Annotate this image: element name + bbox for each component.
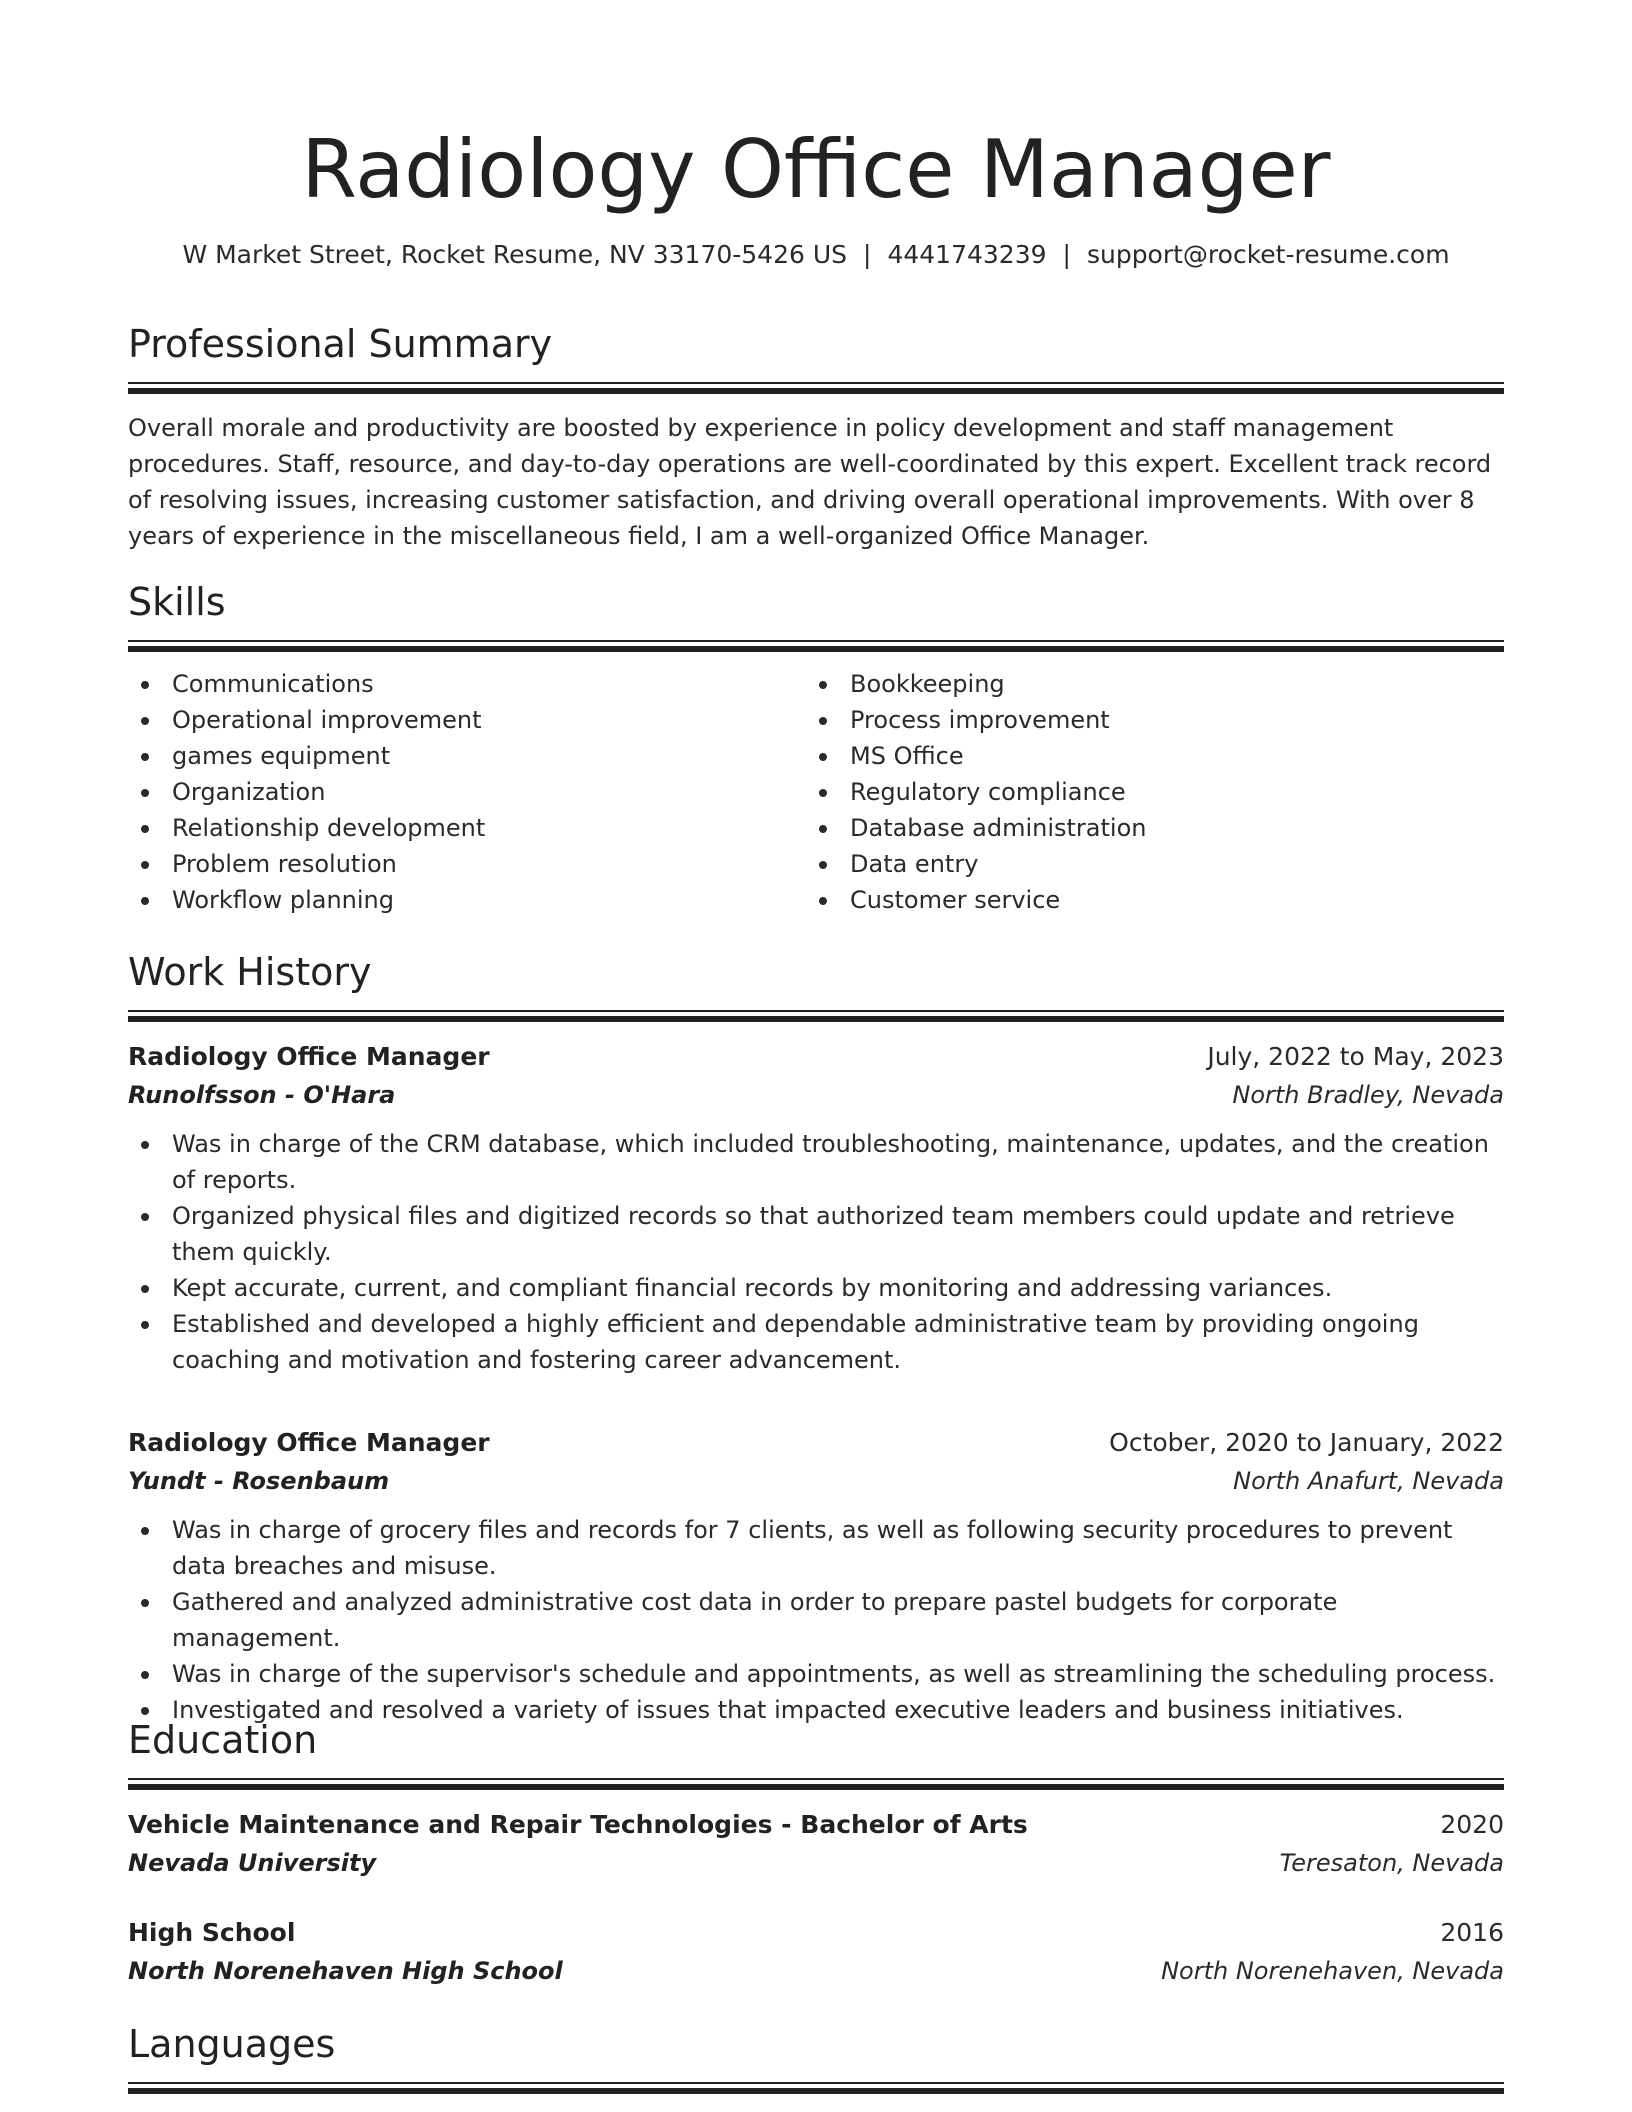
education-entry — [128, 1806, 1504, 1882]
skill-item: Regulatory compliance — [806, 774, 1484, 810]
education-school: North Norenehaven High School — [128, 1957, 563, 1985]
education-section — [128, 1716, 1504, 1990]
education-subheader — [128, 1844, 1504, 1882]
skill-item: games equipment — [128, 738, 806, 774]
job-location: North Bradley, Nevada — [1232, 1081, 1504, 1109]
skill-item: Relationship development — [128, 810, 806, 846]
job-entry — [128, 1038, 1504, 1378]
skill-item: Operational improvement — [128, 702, 806, 738]
contact-separator: | — [863, 240, 872, 269]
skills-list — [128, 666, 1504, 918]
skills-column-left — [128, 666, 806, 918]
education-location: North Norenehaven, Nevada — [1161, 1957, 1504, 1985]
skill-item: Database administration — [806, 810, 1484, 846]
contact-line — [128, 238, 1504, 272]
section-title: Skills — [128, 580, 226, 624]
section-divider — [128, 382, 1504, 394]
section-divider — [128, 1778, 1504, 1790]
section-divider — [128, 640, 1504, 652]
skill-item: Data entry — [806, 846, 1484, 882]
education-school: Nevada University — [128, 1849, 377, 1877]
education-header — [128, 1914, 1504, 1952]
job-location: North Anafurt, Nevada — [1233, 1467, 1504, 1495]
skills-section — [128, 578, 1504, 918]
job-bullet: Established and developed a highly efficient and dependable administrative team by providing ongoing coaching and motivation and fostering career advancement. — [128, 1306, 1504, 1378]
professional-summary-section — [128, 320, 1504, 554]
job-bullet: Gathered and analyzed administrative cost data in order to prepare pastel budgets for corporate management. — [128, 1584, 1504, 1656]
job-entry — [128, 1424, 1504, 1728]
education-location: Teresaton, Nevada — [1279, 1849, 1504, 1877]
job-bullets — [128, 1126, 1504, 1378]
skill-item: Problem resolution — [128, 846, 806, 882]
resume-page — [128, 0, 1504, 2066]
languages-section — [128, 2020, 1504, 2094]
job-company: Yundt - Rosenbaum — [128, 1467, 390, 1495]
job-subheader — [128, 1076, 1504, 1114]
job-header — [128, 1424, 1504, 1462]
education-entry — [128, 1914, 1504, 1990]
education-degree: High School — [128, 1918, 296, 1947]
job-title: Radiology Office Manager — [128, 1042, 490, 1071]
job-bullet: Kept accurate, current, and compliant financial records by monitoring and addressing variances. — [128, 1270, 1504, 1306]
summary-text: Overall morale and productivity are boosted by experience in policy development and staff management procedures. Staff, resource, and day-to-day operations are well-coordinated by this expert. Excellent track record of resolving issues, increasing customer satisfaction, and driving overall operational improvements. With over 8 years of experience in the miscellaneous field, I am a well-organized Office Manager. — [128, 414, 1492, 550]
section-title: Work History — [128, 950, 372, 994]
contact-phone: 4441743239 — [887, 240, 1047, 269]
skill-item: Communications — [128, 666, 806, 702]
contact-separator: | — [1062, 240, 1071, 269]
contact-address: W Market Street, Rocket Resume, NV 33170-5426 US — [182, 240, 848, 269]
candidate-name: Radiology Office Manager — [301, 123, 1331, 216]
education-subheader — [128, 1952, 1504, 1990]
education-header — [128, 1806, 1504, 1844]
skill-item: Customer service — [806, 882, 1484, 918]
section-title: Languages — [128, 2022, 336, 2066]
skill-item: MS Office — [806, 738, 1484, 774]
job-subheader — [128, 1462, 1504, 1500]
skills-column-right — [806, 666, 1484, 918]
job-company: Runolfsson - O'Hara — [128, 1081, 396, 1109]
section-title: Education — [128, 1718, 318, 1762]
job-header — [128, 1038, 1504, 1076]
job-bullet: Was in charge of the CRM database, which included troubleshooting, maintenance, updates, and the creation of reports. — [128, 1126, 1504, 1198]
education-year: 2020 — [1440, 1810, 1504, 1839]
skill-item: Organization — [128, 774, 806, 810]
skill-item: Bookkeeping — [806, 666, 1484, 702]
job-bullet: Was in charge of grocery files and records for 7 clients, as well as following security procedures to prevent data breaches and misuse. — [128, 1512, 1504, 1584]
education-degree: Vehicle Maintenance and Repair Technologies - Bachelor of Arts — [128, 1810, 1028, 1839]
work-history-section — [128, 948, 1504, 1728]
job-bullet: Organized physical files and digitized records so that authorized team members could update and retrieve them quickly. — [128, 1198, 1504, 1270]
contact-email: support@rocket-resume.com — [1086, 240, 1450, 269]
skill-item: Process improvement — [806, 702, 1484, 738]
job-bullet: Was in charge of the supervisor's schedule and appointments, as well as streamlining the scheduling process. — [128, 1656, 1504, 1692]
education-year: 2016 — [1440, 1918, 1504, 1947]
section-divider — [128, 2082, 1504, 2094]
section-title: Professional Summary — [128, 322, 553, 366]
job-bullet: Investigated and resolved a variety of issues that impacted executive leaders and business initiatives. — [128, 1692, 1504, 1728]
skill-item: Workflow planning — [128, 882, 806, 918]
job-dates: July, 2022 to May, 2023 — [1207, 1042, 1504, 1071]
job-dates: October, 2020 to January, 2022 — [1109, 1428, 1504, 1457]
job-title: Radiology Office Manager — [128, 1428, 490, 1457]
section-divider — [128, 1010, 1504, 1022]
job-bullets — [128, 1512, 1504, 1728]
